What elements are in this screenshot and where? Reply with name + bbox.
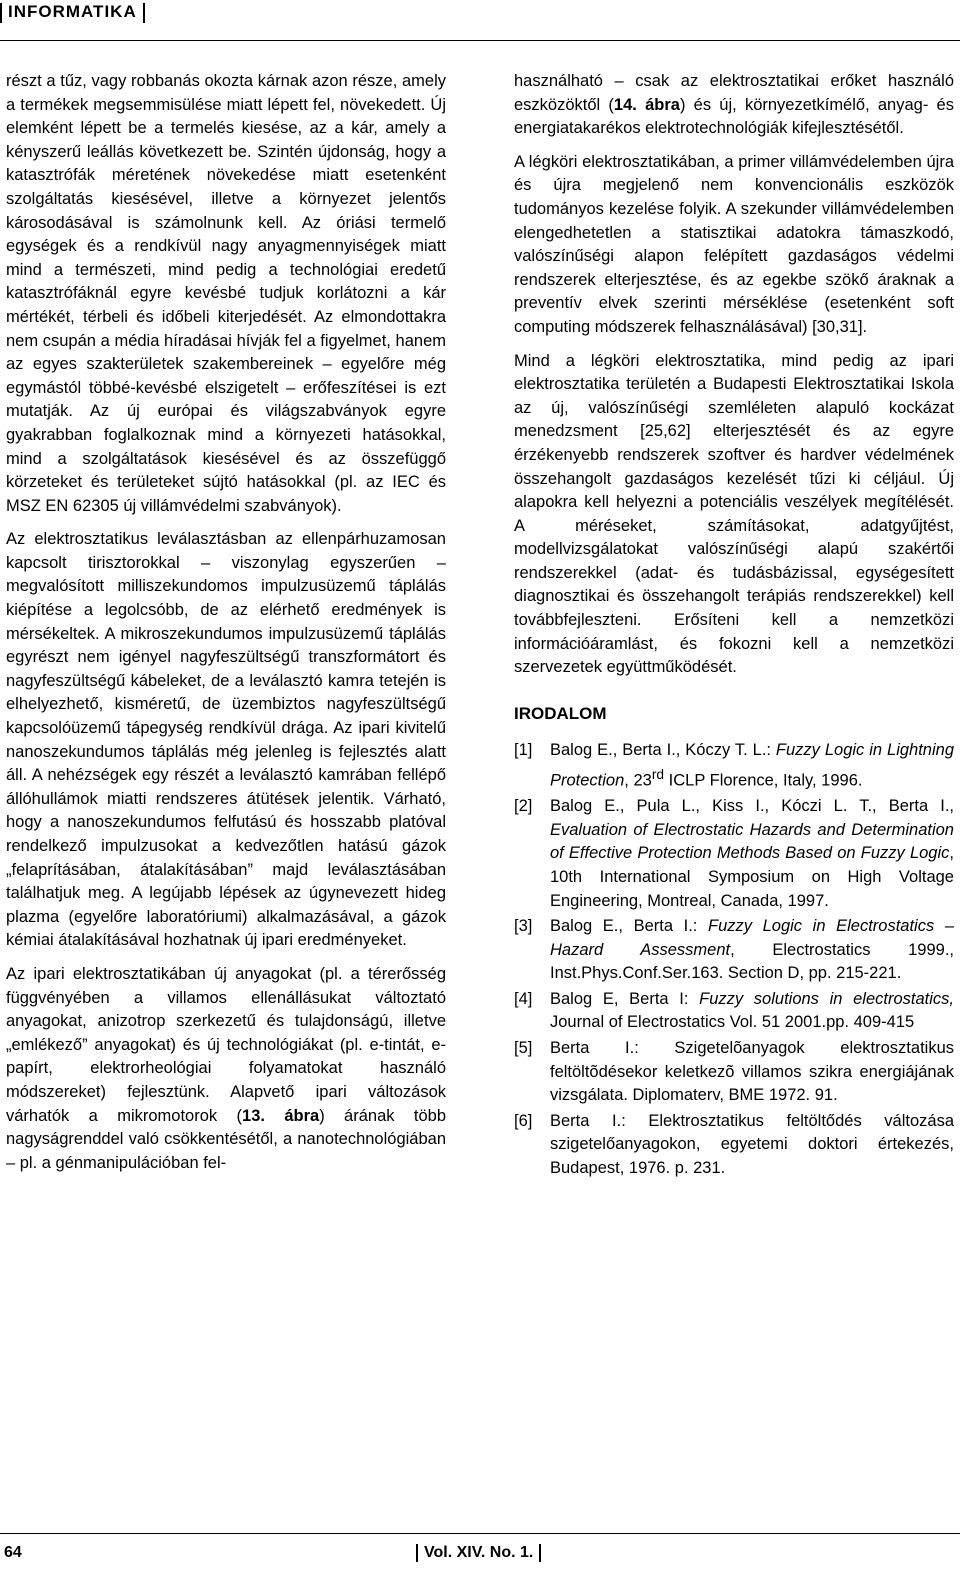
paragraph: Az elektrosztatikus leválasztásban az ellenpárhuzamosan kapcsolt tirisztorokkal – viszonylag egyszerűen – megvalósított milliszekundomos impulzusüzemű táplálás kiépítése a legolcsóbb, de az elérhető eredmények is mérsékeltek. A mikroszekundumos impulzusüzemű táplálás egyrészt nem igényel nagyfeszültségű transzformátort és nagyfeszültségű kábeleket, de a leválasztó kamra tetején is elhelyezhető, kisméretű, de üzembiztos nagyfeszültségű kapcsolóüzemű tápegység rendkívül drága. Az ipari kivitelű nanoszekundumos táplálás még jelenleg is fejlesztés alatt áll. A nehézségek egy részét a leválasztó kamrában fellépő állóhullámok miatti rendszeres átütések jelentik. Várható, hogy a nanoszekundumos felfutású és hosszabb platóval rendelkező impulzusokat a kedvezőtlen hatású gázok „felaprításában, átalakításában” majd leválasztásában találhatjuk meg. A legújabb lépések az úgynevezett hideg plazma (egyelőre laboratóriumi) alkalmazásával, a gázok kémiai átalakításával hozhatnak új ipari eredményeket. bbox=[6, 530, 446, 950]
running-header bbox=[0, 0, 960, 24]
reference-item: [5] Berta I.: Szigetelõanyagok elektrosztatikus feltöltõdésekor keletkezõ villamos szikra energiájának vizsgálata. Diplomaterv, BME 1972. 91. bbox=[514, 1039, 954, 1105]
header-divider bbox=[143, 3, 145, 23]
section-heading: IRODALOM bbox=[514, 703, 607, 723]
reference-item: [1] Balog E., Berta I., Kóczy T. L.: Fuzzy Logic in Lightning Protection, 23rd ICLP Florence, Italy, 1996. bbox=[514, 741, 954, 790]
page-number: 64 bbox=[4, 1544, 22, 1561]
paragraph: A légköri elektrosztatikában, a primer villámvédelemben újra és újra megjelenő nem konvencionális eszközök tudományos kezelése folyik. A szekunder villámvédelemben elengedhetetlen a statisztikai adatokra támaszkodó, valószínűségi alapon felépített gazdaságos védelmi rendszerek elterjesztése, és az egekbe szökő áraknak a preventív elvek szerinti mérséklése (esetenként soft computing módszerek felhasználásával) [30,31]. bbox=[514, 152, 954, 336]
reference-item: [2] Balog E., Pula L., Kiss I., Kóczi L. T., Berta I., Evaluation of Electrostatic Hazards and Determination of Effective Protection Methods Based on Fuzzy Logic, 10th International Symposium on High Voltage Engineering, Montreal, Canada, 1997. bbox=[514, 797, 954, 910]
right-column bbox=[514, 70, 954, 1183]
paragraph: Mind a légköri elektrosztatika, mind pedig az ipari elektrosztatika területén a Budapesti Elektrosztatikai Iskola az új, valószínűségi szemléleten alapuló kockázat menedzsment [25,62] elterjesztését és az egyre érzékenyebb rendszerek szoftver és hardver védelmének összehangolt gazdaságos kezelését tűzi ki céljául. Új alapokra kell helyezni a potenciális veszélyek megítélését. A méréseket, számításokat, adatgyűjtést, modellvizsgálatokat valószínűségi alapú szakértői rendszerekkel (adat- és tudásbázissal, egységesített diagnosztikai és összehangolt terápiás rendszerekkel) kell továbbfejleszteni. Erősíteni kell a nemzetközi információáramlást, és fokozni kell a nemzetközi szervezetek együttműködését. bbox=[514, 351, 954, 677]
reference-item: [4] Balog E, Berta I: Fuzzy solutions in electrostatics, Journal of Electrostatics Vol. 51 2001.pp. 409-415 bbox=[514, 989, 955, 1032]
paragraph: részt a tűz, vagy robbanás okozta kárnak azon része, amely a termékek megsemmisülése miatt lépett fel, növekedett. Új elemként lépett be a termelés kiesése, az a kár, amely a kényszerű leállás következett be. Szintén újdonság, hogy a katasztrófák méretének növekedése miatt esetenként szolgáltatás kiesésével, illetve a környezet jelentős károsodásával is számolnunk kell. Az óriási termelő egységek és a rendkívül nagy anyagmennyiségek miatt mind a természeti, mind pedig a technológiai eredetű katasztrófáknál egyre kevésbé tudjuk korlátozni a kár mértékét, térbeli és időbeli kiterjedését. Az elmondottakra nem csupán a média híradásai hívják fel a figyelmet, hanem az egyes szakterületek szakembereinek – egyelőre még egymástól többé-kevésbé elszigetelt – erőfeszítései is ezt mutatják. Az új európai és világszabványok egyre gyakrabban foglalkoznak mind a környezeti hatásokkal, mind a szolgáltatások kiesésével és az összefüggő körzeteket és területeket sújtó hatásokkal (pl. az IEC és MSZ EN 62305 új villámvédelmi szabványok). bbox=[6, 72, 446, 515]
footer-rule bbox=[0, 1533, 960, 1534]
header-divider bbox=[0, 3, 2, 23]
paragraph: használható – csak az elektrosztatikai erőket használó eszközöktől (14. ábra) és új, környezetkímélő, anyag- és energiatakarékos elektrotechnológiák kifejlesztésétől. bbox=[514, 72, 954, 138]
footer-divider bbox=[539, 1544, 541, 1562]
volume-info: Vol. XIV. No. 1. bbox=[410, 1542, 547, 1564]
footer-divider bbox=[416, 1544, 418, 1562]
reference-list bbox=[514, 739, 954, 1180]
reference-item: [3] Balog E., Berta I.: Fuzzy Logic in Electrostatics – Hazard Assessment, Electrostatics 1999., Inst.Phys.Conf.Ser.163. Section D, pp. 215-221. bbox=[514, 917, 955, 983]
left-column bbox=[6, 70, 446, 1185]
paragraph: Az ipari elektrosztatikában új anyagokat (pl. a térerősség függvényében a villamos ellenállásukat változtató anyagokat, anizotrop szerkezetű és tulajdonságú, illetve „emlékező” anyagokat) és új technológiákat (pl. e-tintát, e-papírt, elektrorheológiai folyamatokat használó módszereket) fejlesztünk. Alapvető ipari változások várhatók a mikromotorok (13. ábra) árának több nagyságrenddel való csökkentésétől, a nanotechnológiában – pl. a génmanipulációban fel- bbox=[6, 964, 446, 1172]
figure-reference: 13. ábra bbox=[242, 1106, 320, 1125]
header-rule bbox=[0, 40, 960, 41]
reference-item: [6] Berta I.: Elektrosztatikus feltöltődés változása szigetelőanyagokon, egyetemi doktori értekezés, Budapest, 1976. p. 231. bbox=[514, 1111, 954, 1178]
figure-reference: 14. ábra bbox=[613, 95, 680, 114]
section-name: INFORMATIKA bbox=[8, 2, 137, 21]
